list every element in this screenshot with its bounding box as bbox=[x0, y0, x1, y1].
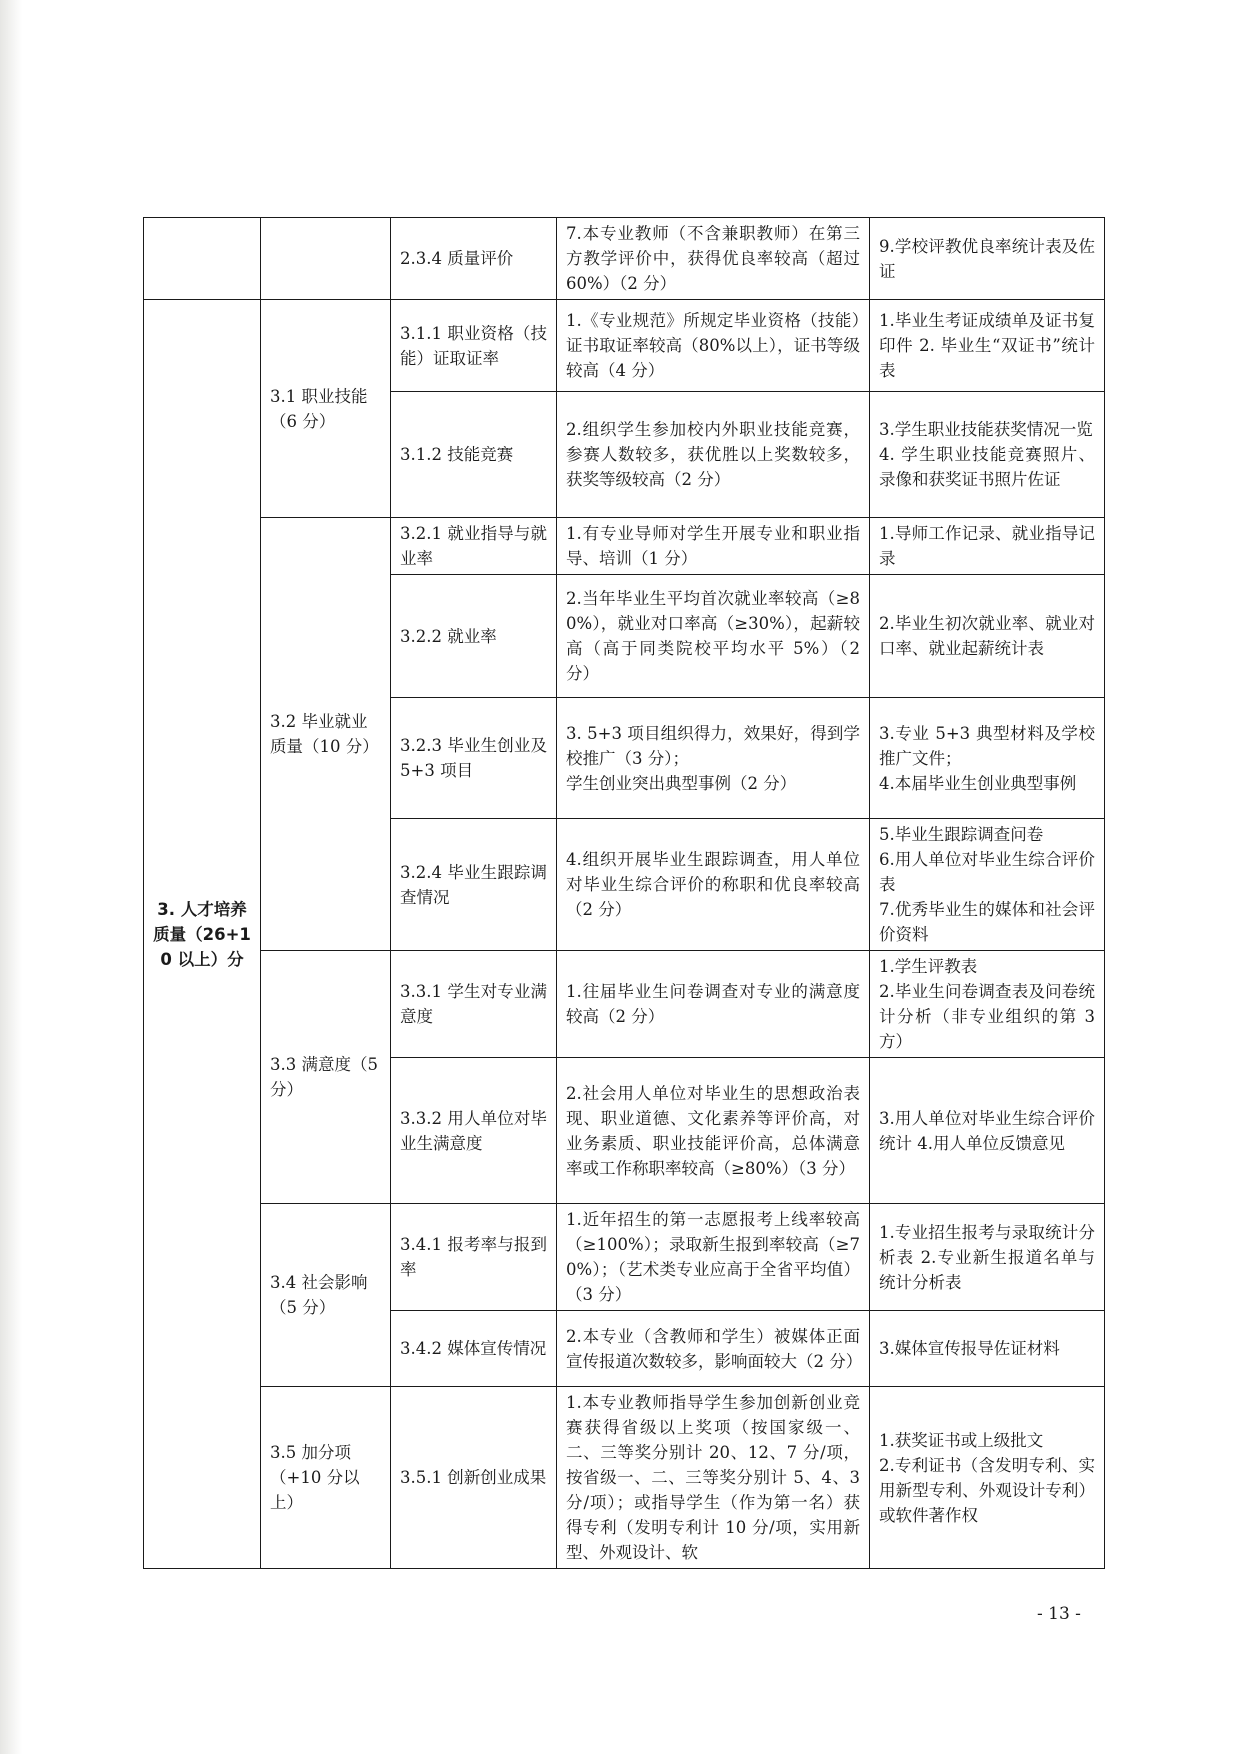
subcategory-cell: 3.2 毕业就业质量（10 分） bbox=[261, 518, 391, 951]
evidence-cell: 3.媒体宣传报导佐证材料 bbox=[870, 1311, 1105, 1387]
subcategory-cell: 3.4 社会影响（5 分） bbox=[261, 1204, 391, 1387]
table-row bbox=[144, 218, 1105, 300]
subcategory-cell: 3.5 加分项（+10 分以上） bbox=[261, 1387, 391, 1569]
evidence-cell: 2.毕业生初次就业率、就业对口率、就业起薪统计表 bbox=[870, 575, 1105, 698]
evidence-cell: 1.毕业生考证成绩单及证书复印件 2. 毕业生“双证书”统计表 bbox=[870, 300, 1105, 392]
criteria-cell: 4.组织开展毕业生跟踪调查，用人单位对毕业生综合评价的称职和优良率较高（2 分） bbox=[557, 819, 870, 951]
evidence-cell: 1.专业招生报考与录取统计分析表 2.专业新生报道名单与统计分析表 bbox=[870, 1204, 1105, 1311]
evidence-cell: 1.导师工作记录、就业指导记录 bbox=[870, 518, 1105, 575]
table-row bbox=[144, 300, 1105, 392]
criteria-cell: 1.近年招生的第一志愿报考上线率较高（≥100%）；录取新生报到率较高（≥70%）；（艺术类专业应高于全省平均值）（3 分） bbox=[557, 1204, 870, 1311]
evaluation-table bbox=[143, 217, 1105, 1569]
evidence-cell: 3.学生职业技能获奖情况一览 4. 学生职业技能竞赛照片、录像和获奖证书照片佐证 bbox=[870, 392, 1105, 518]
table-row bbox=[144, 1204, 1105, 1311]
table-row bbox=[144, 518, 1105, 575]
table-row bbox=[144, 951, 1105, 1058]
evidence-cell: 3.用人单位对毕业生综合评价统计 4.用人单位反馈意见 bbox=[870, 1058, 1105, 1204]
indicator-cell: 3.5.1 创新创业成果 bbox=[391, 1387, 557, 1569]
criteria-cell: 2.本专业（含教师和学生）被媒体正面宣传报道次数较多，影响面较大（2 分） bbox=[557, 1311, 870, 1387]
evidence-cell: 5.毕业生跟踪调查问卷 6.用人单位对毕业生综合评价表 7.优秀毕业生的媒体和社会评价资料 bbox=[870, 819, 1105, 951]
criteria-cell: 1.《专业规范》所规定毕业资格（技能）证书取证率较高（80%以上），证书等级较高（4 分） bbox=[557, 300, 870, 392]
scan-shadow bbox=[0, 0, 22, 1754]
evidence-cell: 1.获奖证书或上级批文 2.专利证书（含发明专利、实用新型专利、外观设计专利）或软件著作权 bbox=[870, 1387, 1105, 1569]
evidence-cell: 3.专业 5+3 典型材料及学校推广文件； 4.本届毕业生创业典型事例 bbox=[870, 698, 1105, 819]
indicator-cell: 3.2.3 毕业生创业及 5+3 项目 bbox=[391, 698, 557, 819]
evidence-cell: 9.学校评教优良率统计表及佐证 bbox=[870, 218, 1105, 300]
category-cell bbox=[144, 218, 261, 300]
criteria-cell: 2.社会用人单位对毕业生的思想政治表现、职业道德、文化素养等评价高，对业务素质、职业技能评价高，总体满意率或工作称职率较高（≥80%）（3 分） bbox=[557, 1058, 870, 1204]
indicator-cell: 2.3.4 质量评价 bbox=[391, 218, 557, 300]
indicator-cell: 3.4.2 媒体宣传情况 bbox=[391, 1311, 557, 1387]
criteria-cell: 1.往届毕业生问卷调查对专业的满意度较高（2 分） bbox=[557, 951, 870, 1058]
category-cell: 3. 人才培养质量（26+10 以上）分 bbox=[144, 300, 261, 1569]
indicator-cell: 3.1.2 技能竞赛 bbox=[391, 392, 557, 518]
page-number: - 13 - bbox=[1037, 1604, 1081, 1624]
criteria-cell: 2.组织学生参加校内外职业技能竞赛，参赛人数较多，获优胜以上奖数较多，获奖等级较高（2 分） bbox=[557, 392, 870, 518]
indicator-cell: 3.3.1 学生对专业满意度 bbox=[391, 951, 557, 1058]
criteria-cell: 1.有专业导师对学生开展专业和职业指导、培训（1 分） bbox=[557, 518, 870, 575]
indicator-cell: 3.2.2 就业率 bbox=[391, 575, 557, 698]
indicator-cell: 3.1.1 职业资格（技能）证取证率 bbox=[391, 300, 557, 392]
indicator-cell: 3.2.4 毕业生跟踪调查情况 bbox=[391, 819, 557, 951]
criteria-cell: 7.本专业教师（不含兼职教师）在第三方教学评价中，获得优良率较高（超过 60%）（2 分） bbox=[557, 218, 870, 300]
indicator-cell: 3.2.1 就业指导与就业率 bbox=[391, 518, 557, 575]
indicator-cell: 3.4.1 报考率与报到率 bbox=[391, 1204, 557, 1311]
subcategory-cell: 3.1 职业技能（6 分） bbox=[261, 300, 391, 518]
subcategory-cell: 3.3 满意度（5 分） bbox=[261, 951, 391, 1204]
criteria-cell: 1.本专业教师指导学生参加创新创业竞赛获得省级以上奖项（按国家级一、二、三等奖分别计 20、12、7 分/项，按省级一、二、三等奖分别计 5、4、3 分/项）；或指导学生（作为第一名）获得专利（发明专利计 10 分/项，实用新型、外观设计、软 bbox=[557, 1387, 870, 1569]
evidence-cell: 1.学生评教表 2.毕业生问卷调查表及问卷统计分析（非专业组织的第 3 方） bbox=[870, 951, 1105, 1058]
subcategory-cell bbox=[261, 218, 391, 300]
criteria-cell: 3. 5+3 项目组织得力，效果好，得到学校推广（3 分）； 学生创业突出典型事例（2 分） bbox=[557, 698, 870, 819]
criteria-cell: 2.当年毕业生平均首次就业率较高（≥80%），就业对口率高（≥30%），起薪较高（高于同类院校平均水平 5%）（2 分） bbox=[557, 575, 870, 698]
table-row bbox=[144, 1387, 1105, 1569]
indicator-cell: 3.3.2 用人单位对毕业生满意度 bbox=[391, 1058, 557, 1204]
